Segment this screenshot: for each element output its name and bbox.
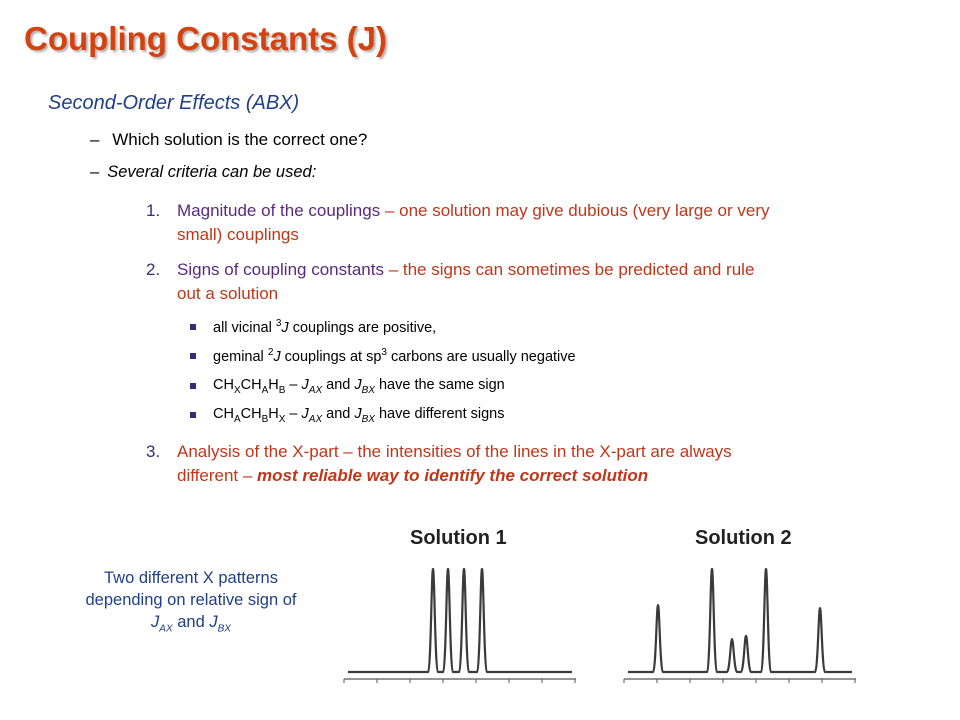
criterion-text: the intensities of the lines in the X-part are always xyxy=(357,442,732,461)
criterion-number: 3. xyxy=(146,442,161,461)
criterion-item xyxy=(146,199,936,247)
dash-marker: – xyxy=(90,163,100,181)
bullet-marker xyxy=(190,412,196,418)
criterion-text: one solution may give dubious (very large or very xyxy=(399,201,770,220)
criterion-number: 2. xyxy=(146,260,161,279)
bullet-item xyxy=(190,347,576,365)
criterion-head: Signs of coupling constants xyxy=(177,260,384,279)
criterion-text: different – xyxy=(177,466,258,485)
criterion-sep: – xyxy=(338,442,358,461)
bullet-marker xyxy=(190,383,196,389)
bullet-text: all vicinal $^3$J couplings are positive, xyxy=(213,318,437,336)
criterion-sep: – xyxy=(380,201,400,220)
criterion-sep: – xyxy=(383,260,403,279)
criterion-text: small) couplings xyxy=(177,225,299,244)
dash-marker: – xyxy=(90,130,100,149)
solution-2-spectrum xyxy=(620,560,860,685)
section-subtitle: Second-Order Effects (ABX) xyxy=(48,92,300,114)
solution-1-spectrum xyxy=(340,560,580,685)
criterion-body xyxy=(177,199,936,247)
bullet-marker xyxy=(190,324,196,330)
figure-caption: Two different X patterns depending on relative sign of $J_{AX}$ and $J_{BX}$ xyxy=(85,569,297,635)
bullet-item xyxy=(190,406,504,425)
criterion-head: Magnitude of the couplings xyxy=(177,201,381,220)
criterion-text: the signs can sometimes be predicted and rule xyxy=(402,260,755,279)
criteria-intro-line xyxy=(90,163,316,182)
spectrum-trace xyxy=(348,569,572,672)
criterion-text: out a solution xyxy=(177,284,279,303)
criterion-number: 1. xyxy=(146,201,161,220)
criterion-item xyxy=(146,258,936,306)
bullet-text: geminal $^2$J couplings at $sp^3$ carbons are usually negative xyxy=(213,347,576,365)
criterion-body xyxy=(177,440,936,488)
criterion-body xyxy=(177,258,936,306)
solution-2-label: Solution 2 xyxy=(695,527,792,549)
bullet-item xyxy=(190,377,505,396)
page-title: Coupling Constants (J) xyxy=(24,20,387,57)
solution-1-label: Solution 1 xyxy=(410,527,507,549)
criterion-head: Analysis of the X-part xyxy=(177,442,339,461)
bullet-item xyxy=(190,318,436,336)
spectrum-trace xyxy=(628,569,852,672)
question-text: Which solution is the correct one? xyxy=(112,130,368,149)
bullet-text: $CH_XCH_AH_B - J_{AX}$ and $J_{BX}$ have the same sign xyxy=(213,377,505,396)
criterion-item xyxy=(146,440,936,488)
criterion-emphasis: most reliable way to identify the correct solution xyxy=(257,466,649,485)
criteria-intro-text: Several criteria can be used: xyxy=(107,163,317,181)
bullet-text: $CH_ACH_BH_X - J_{AX}$ and $J_{BX}$ have different signs xyxy=(213,406,505,425)
question-line xyxy=(90,130,367,150)
bullet-marker xyxy=(190,353,196,359)
